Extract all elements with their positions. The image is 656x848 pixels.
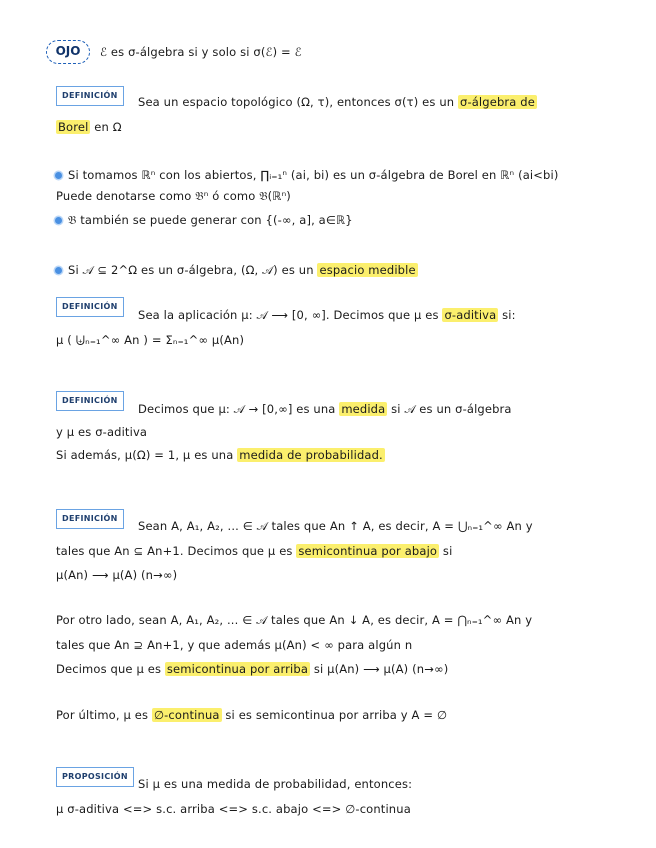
- text: Decimos que μ es: [56, 662, 165, 676]
- definition-1-line-2: [56, 119, 122, 135]
- highlight: medida de probabilidad.: [239, 448, 383, 462]
- paragraph-2-line-2: tales que An ⊇ An+1, y que además μ(An) < ∞ para algún n: [56, 638, 413, 652]
- paragraph-3: [56, 707, 447, 723]
- definition-3-line-1: [138, 401, 512, 417]
- definition-1-line-1: [138, 94, 537, 110]
- text: Si además, μ(Ω) = 1, μ es una: [56, 448, 238, 462]
- paragraph-2-line-3: [56, 661, 448, 677]
- paragraph-2-line-1: Por otro lado, sean A, A₁, A₂, ... ∈ 𝒜 tales que An ↓ A, es decir, A = ⋂ₙ₌₁^∞ An y: [56, 613, 533, 627]
- text: Sea un espacio topológico (Ω, τ), entonces σ(τ) es un: [138, 95, 458, 109]
- highlight: Borel: [58, 120, 89, 134]
- definition-tag: DEFINICIÓN: [56, 297, 124, 317]
- definition-tag: DEFINICIÓN: [56, 391, 124, 411]
- definition-3-line-2: y μ es σ-aditiva: [56, 425, 148, 439]
- definition-4-line-2: [56, 543, 452, 559]
- definition-2-formula: μ ( ⨄ₙ₌₁^∞ An ) = Σₙ₌₁^∞ μ(An): [56, 333, 245, 347]
- highlight: σ-álgebra de: [460, 95, 535, 109]
- definition-tag: DEFINICIÓN: [56, 86, 124, 106]
- proposition-tag: PROPOSICIÓN: [56, 767, 134, 787]
- bullet-icon: [55, 267, 62, 274]
- text: si:: [498, 308, 516, 322]
- ojo-badge: OJO: [46, 40, 90, 64]
- note-borel-rn: Si tomamos ℝⁿ con los abiertos, ∏ᵢ₌₁ⁿ (ai, bi) es un σ-álgebra de Borel en ℝⁿ (ai<bi): [68, 168, 559, 182]
- note-measurable-space: [68, 262, 418, 278]
- bullet-icon: [55, 172, 62, 179]
- proposition-line-1: Si μ es una medida de probabilidad, entonces:: [138, 777, 413, 791]
- note-borel-notation: Puede denotarse como 𝔅ⁿ ó como 𝔅(ℝⁿ): [56, 189, 291, 203]
- text: en Ω: [90, 120, 122, 134]
- text: tales que An ⊆ An+1. Decimos que μ es: [56, 544, 297, 558]
- text: si μ(An) ⟶ μ(A) (n→∞): [310, 662, 449, 676]
- definition-tag: DEFINICIÓN: [56, 509, 124, 529]
- bullet-icon: [55, 217, 62, 224]
- highlight: espacio medible: [319, 263, 416, 277]
- highlight: medida: [341, 402, 386, 416]
- text: si es semicontinua por arriba y A = ∅: [221, 708, 448, 722]
- ojo-text: ℰ es σ-álgebra si y solo si σ(ℰ) = ℰ: [100, 45, 302, 59]
- definition-2-line-1: [138, 307, 516, 323]
- highlight: ∅-continua: [153, 708, 220, 722]
- text: si: [439, 544, 453, 558]
- highlight: semicontinua por arriba: [166, 662, 309, 676]
- text: Por último, μ es: [56, 708, 152, 722]
- text: Sea la aplicación μ: 𝒜 ⟶ [0, ∞]. Decimos que μ es: [138, 308, 443, 322]
- note-borel-generated: 𝔅 también se puede generar con {(-∞, a], a∈ℝ}: [68, 213, 353, 227]
- text: Decimos que μ: 𝒜 → [0,∞] es una: [138, 402, 340, 416]
- highlight: σ-aditiva: [444, 308, 497, 322]
- definition-4-line-1: Sean A, A₁, A₂, ... ∈ 𝒜 tales que An ↑ A, es decir, A = ⋃ₙ₌₁^∞ An y: [138, 519, 533, 533]
- proposition-line-2: μ σ-aditiva <=> s.c. arriba <=> s.c. abajo <=> ∅-continua: [56, 802, 411, 816]
- definition-4-line-3: μ(An) ⟶ μ(A) (n→∞): [56, 568, 178, 582]
- highlight: semicontinua por abajo: [298, 544, 438, 558]
- definition-3-line-3: [56, 447, 385, 463]
- text: si 𝒜 es un σ-álgebra: [387, 402, 512, 416]
- text: Si 𝒜 ⊆ 2^Ω es un σ-álgebra, (Ω, 𝒜) es un: [68, 263, 318, 277]
